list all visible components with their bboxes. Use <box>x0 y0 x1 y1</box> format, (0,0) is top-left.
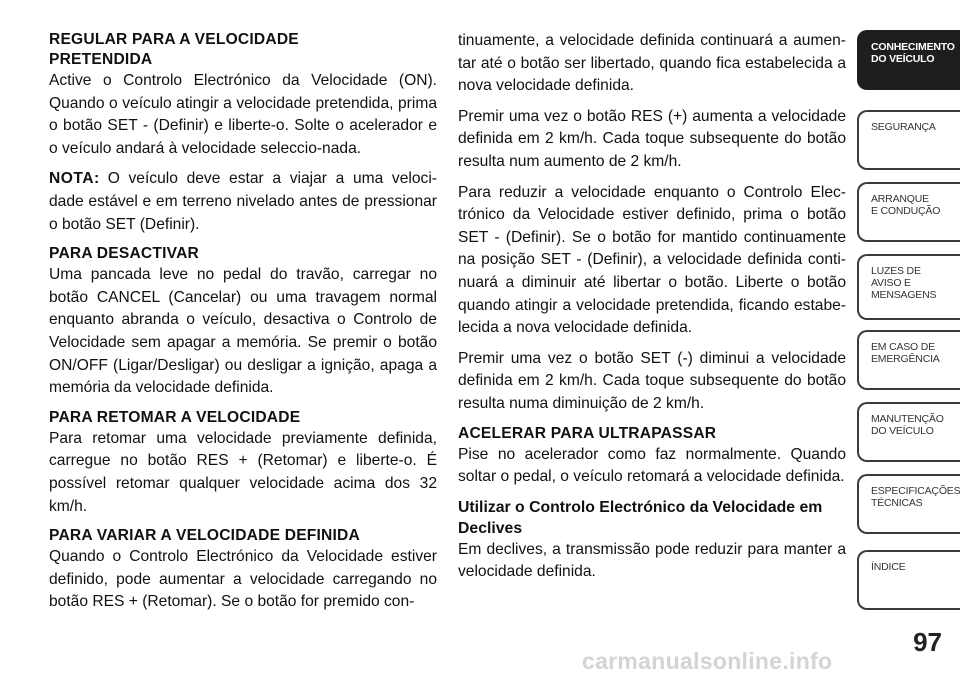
heading-regular-velocidade: REGULAR PARA A VELOCIDADE PRETENDIDA <box>49 31 299 68</box>
note-paragraph <box>49 168 437 236</box>
note-text: O veículo deve estar a viajar a uma veloci-dade estável e em terreno nivelado antes de pressionar o botão SET (Definir). <box>49 170 437 233</box>
heading-ultrapassar: ACELERAR PARA ULTRAPASSAR <box>458 424 717 442</box>
paragraph: Quando o Controlo Electrónico da Velocidade estiver definido, pode aumentar a velocidade carregando no botão RES + (Retomar). Se o botão for premido con- <box>49 548 437 611</box>
watermark: carmanualsonline.info <box>582 648 833 674</box>
heading-retomar: PARA RETOMAR A VELOCIDADE <box>49 408 301 426</box>
paragraph: Em declives, a transmissão pode reduzir para manter a velocidade definida. <box>458 540 846 581</box>
tab-label: ÍNDICE <box>871 561 906 573</box>
note-label: NOTA: <box>49 170 100 188</box>
tab-label: SEGURANÇA <box>871 121 936 133</box>
paragraph: Active o Controlo Electrónico da Velocidade (ON). Quando o veículo atingir a velocidade pretendida, prima o botão SET - (Definir) e liberte-o. Solte o acelerador e o veículo andará à velocidade seleccio-nada. <box>49 72 437 157</box>
page-number: 97 <box>913 627 942 657</box>
tab-manutencao[interactable] <box>857 402 960 462</box>
paragraph: Premir uma vez o botão RES (+) aumenta a velocidade definida em 2 km/h. Cada toque subsequente do botão resulta num aumento de 2 km/h. <box>458 107 846 170</box>
paragraph: Pise no acelerador como faz normalmente. Quando soltar o pedal, o veículo retomará a velocidade definida. <box>458 445 846 486</box>
tab-especificacoes[interactable] <box>857 474 960 534</box>
tab-label: MANUTENÇÃO DO VEÍCULO <box>871 413 944 437</box>
tab-indice[interactable] <box>857 550 960 610</box>
paragraph: Para retomar uma velocidade previamente definida, carregue no botão RES + (Retomar) e liberte-o. É possível retomar qualquer velocidade acima dos 32 km/h. <box>49 429 437 515</box>
tab-emergencia[interactable] <box>857 330 960 390</box>
paragraph: Para reduzir a velocidade enquanto o Controlo Elec-trónico da Velocidade estiver definido, prima o botão SET - (Definir). Se o botão for mantido continuamente na posição SET - (Definir), a velocidade definida conti-nuará a diminuir até libertar o botão. Liberte o botão quando atingir a velocidade pretendida, ficando estabe-lecida a nova velocidade definida. <box>458 183 846 337</box>
heading-declives: Utilizar o Controlo Electrónico da Velocidade em Declives <box>458 498 823 537</box>
tab-luzes-aviso[interactable] <box>857 254 960 320</box>
paragraph: Uma pancada leve no pedal do travão, carregar no botão CANCEL (Cancelar) ou uma travagem normal enquanto abranda o veículo, desactiva o Controlo de Velocidade sem apagar a memória. Se premir o botão ON/OFF (Ligar/Desligar) ou desligar a ignição, apaga a memória da velocidade definida. <box>49 266 437 397</box>
tab-label: LUZES DE AVISO E MENSAGENS <box>871 265 937 301</box>
tab-arranque-conducao[interactable] <box>857 182 960 242</box>
tab-label: ARRANQUE E CONDUÇÃO <box>871 193 941 217</box>
paragraph: tinuamente, a velocidade definida continuará a aumen-tar até o botão ser libertado, quando fica estabelecida a nova velocidade definida. <box>458 32 846 95</box>
tab-label: ESPECIFICAÇÕES TÉCNICAS <box>871 485 960 509</box>
tab-conhecimento-veiculo[interactable] <box>857 30 960 90</box>
left-column <box>49 30 437 614</box>
tab-seguranca[interactable] <box>857 110 960 170</box>
tab-label: CONHECIMENTO DO VEÍCULO <box>871 41 955 65</box>
tab-label: EM CASO DE EMERGÊNCIA <box>871 341 940 365</box>
right-column <box>458 30 846 592</box>
heading-variar: PARA VARIAR A VELOCIDADE DEFINIDA <box>49 527 360 545</box>
heading-desactivar: PARA DESACTIVAR <box>49 245 199 263</box>
paragraph: Premir uma vez o botão SET (-) diminui a velocidade definida em 2 km/h. Cada toque subsequente do botão resulta numa diminuição de 2 km/h. <box>458 349 846 412</box>
